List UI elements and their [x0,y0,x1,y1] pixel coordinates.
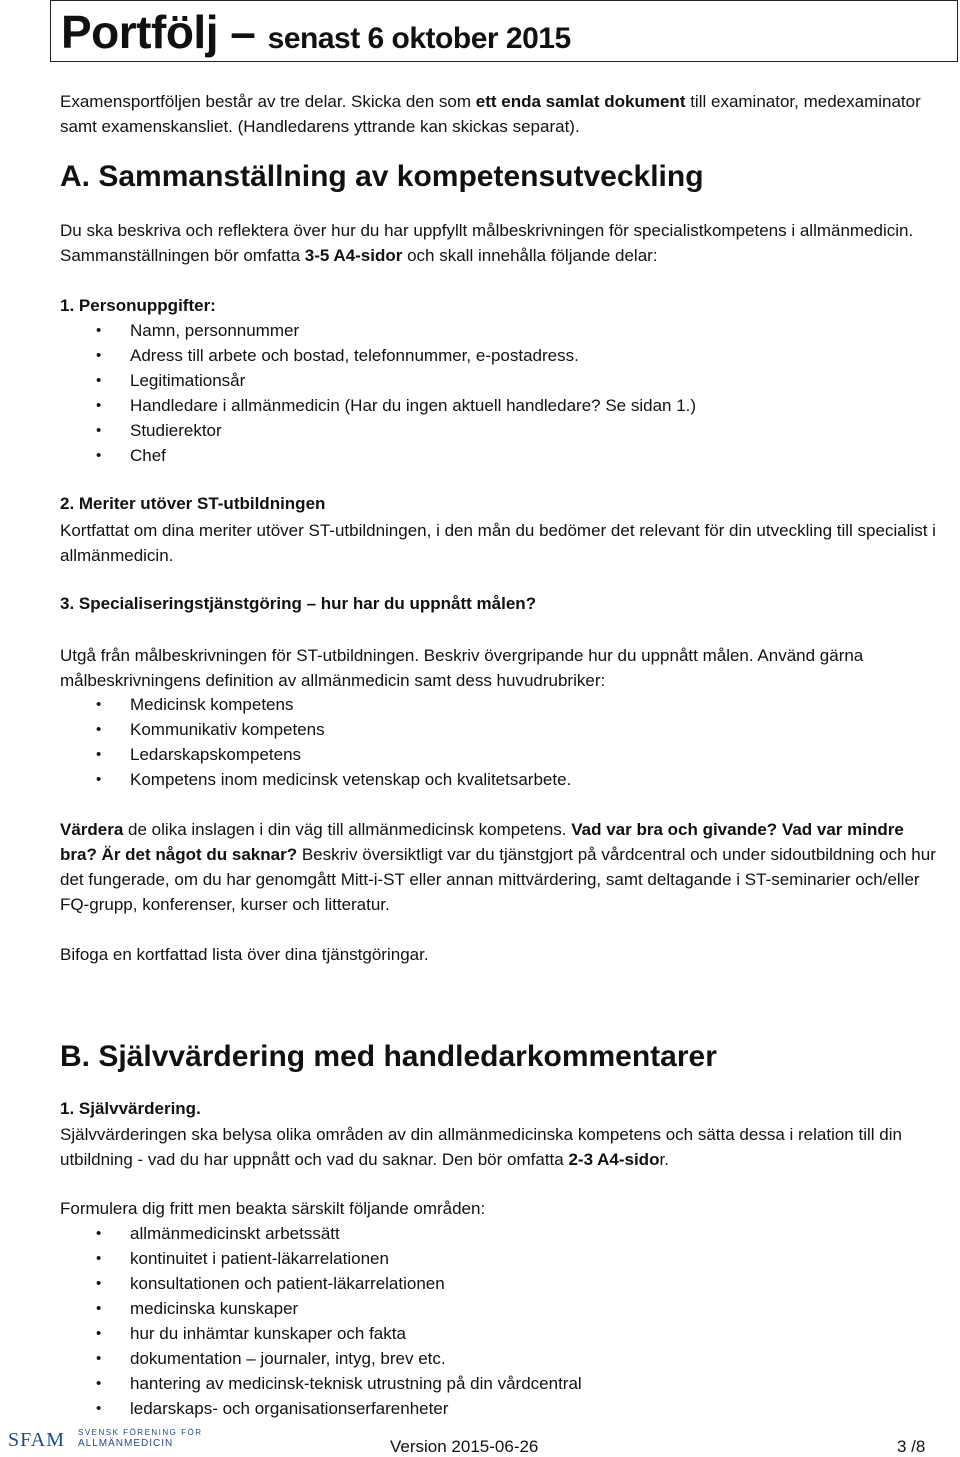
evaluation-paragraph: Värdera de olika inslagen i din väg till allmänmedicinsk kompetens. Vad var bra och givande? Vad var mindre bra? Är det något du saknar? Beskriv översiktligt var du tjänstgjort på vårdcentral och under sidoutbildning och hur det fungerade, om du har genomgått Mitt-i-ST eller annan mittvärdering, samt deltagande i ST-seminarier och/eller FQ-grupp, konferenser, kurser och litteratur. [60,820,936,914]
bullet-icon: • [96,397,102,414]
title-main-text: Portfölj [61,6,218,58]
list-item: • Ledarskapskompetens [60,742,571,767]
title-subtitle: senast 6 oktober 2015 [267,22,571,55]
title-box [50,0,958,62]
self-evaluation-heading: 1. Självvärdering. [60,1099,201,1118]
bullet-icon: • [96,1225,102,1242]
list-item: • kontinuitet i patient-läkarrelationen [60,1246,582,1271]
bullet-icon: • [96,1400,102,1417]
list-item: • hur du inhämtar kunskaper och fakta [60,1321,582,1346]
list-item: • Kommunikativ kompetens [60,717,571,742]
bullet-icon: • [96,372,102,389]
bullet-icon: • [96,1375,102,1392]
personal-info-list [60,318,696,468]
list-item: • Legitimationsår [60,368,696,393]
personal-info-heading: 1. Personuppgifter: [60,296,216,315]
list-item: • Studierektor [60,418,696,443]
bullet-icon: • [96,447,102,464]
title-dash: – [217,6,268,58]
logo-text: SFAM [8,1429,65,1451]
bullet-icon: • [96,347,102,364]
logo-tagline-1: SVENSK FÖRENING FÖR [78,1428,203,1437]
bullet-icon: • [96,696,102,713]
list-item: • Medicinsk kompetens [60,692,571,717]
page-number: 3 /8 [897,1437,926,1456]
specialization-text: Utgå från målbeskrivningen för ST-utbildningen. Beskriv övergripande hur du uppnått målen. Använd gärna målbeskrivningens definition av allmänmedicin samt dess huvudrubriker: [60,646,864,690]
section-a-heading: A. Sammanställning av kompetensutveckling [60,160,704,193]
bullet-icon: • [96,1275,102,1292]
areas-intro: Formulera dig fritt men beakta särskilt följande områden: [60,1199,486,1218]
list-item: • ledarskaps- och organisationserfarenheter [60,1396,582,1421]
competence-list [60,692,571,792]
bullet-icon: • [96,422,102,439]
bullet-icon: • [96,746,102,763]
merits-text: Kortfattat om dina meriter utöver ST-utbildningen, i den mån du bedömer det relevant för din utveckling till specialist i allmänmedicin. [60,521,936,565]
list-item: • allmänmedicinskt arbetssätt [60,1221,582,1246]
merits-heading: 2. Meriter utöver ST-utbildningen [60,494,326,513]
list-item: • konsultationen och patient-läkarrelationen [60,1271,582,1296]
specialization-heading: 3. Specialiseringstjänstgöring – hur har du uppnått målen? [60,594,537,613]
bullet-icon: • [96,322,102,339]
bullet-icon: • [96,771,102,788]
attach-instruction: Bifoga en kortfattad lista över dina tjänstgöringar. [60,945,429,964]
list-item: • Adress till arbete och bostad, telefonnummer, e-postadress. [60,343,696,368]
list-item: • Chef [60,443,696,468]
self-evaluation-text: Självvärderingen ska belysa olika områden av din allmänmedicinska kompetens och sätta dessa i relation till din utbildning - vad du har uppnått och vad du saknar. Den bör omfatta 2-3 A4-sidor. [60,1125,902,1169]
page-title [61,5,571,59]
section-b-heading: B. Självvärdering med handledarkommentarer [60,1040,717,1073]
list-item: • Namn, personnummer [60,318,696,343]
bullet-icon: • [96,721,102,738]
list-item: • Handledare i allmänmedicin (Har du ingen aktuell handledare? Se sidan 1.) [60,393,696,418]
bullet-icon: • [96,1325,102,1342]
footer-version: Version 2015-06-26 [390,1437,539,1456]
intro-paragraph: Examensportföljen består av tre delar. Skicka den som ett enda samlat dokument till examinator, medexaminator samt examenskansliet. (Handledarens yttrande kan skickas separat). [60,92,921,136]
bullet-icon: • [96,1300,102,1317]
list-item: • medicinska kunskaper [60,1296,582,1321]
bullet-icon: • [96,1350,102,1367]
sfam-logo [8,1425,203,1455]
bullet-icon: • [96,1250,102,1267]
list-item: • Kompetens inom medicinsk vetenskap och kvalitetsarbete. [60,767,571,792]
section-a-intro: Du ska beskriva och reflektera över hur du har uppfyllt målbeskrivningen för specialistkompetens i allmänmedicin. Sammanställningen bör omfatta 3-5 A4-sidor och skall innehålla följande delar: [60,221,914,265]
areas-list [60,1221,582,1421]
list-item: • dokumentation – journaler, intyg, brev etc. [60,1346,582,1371]
list-item: • hantering av medicinsk-teknisk utrustning på din vårdcentral [60,1371,582,1396]
logo-tagline-2: ALLMÄNMEDICIN [78,1438,174,1449]
